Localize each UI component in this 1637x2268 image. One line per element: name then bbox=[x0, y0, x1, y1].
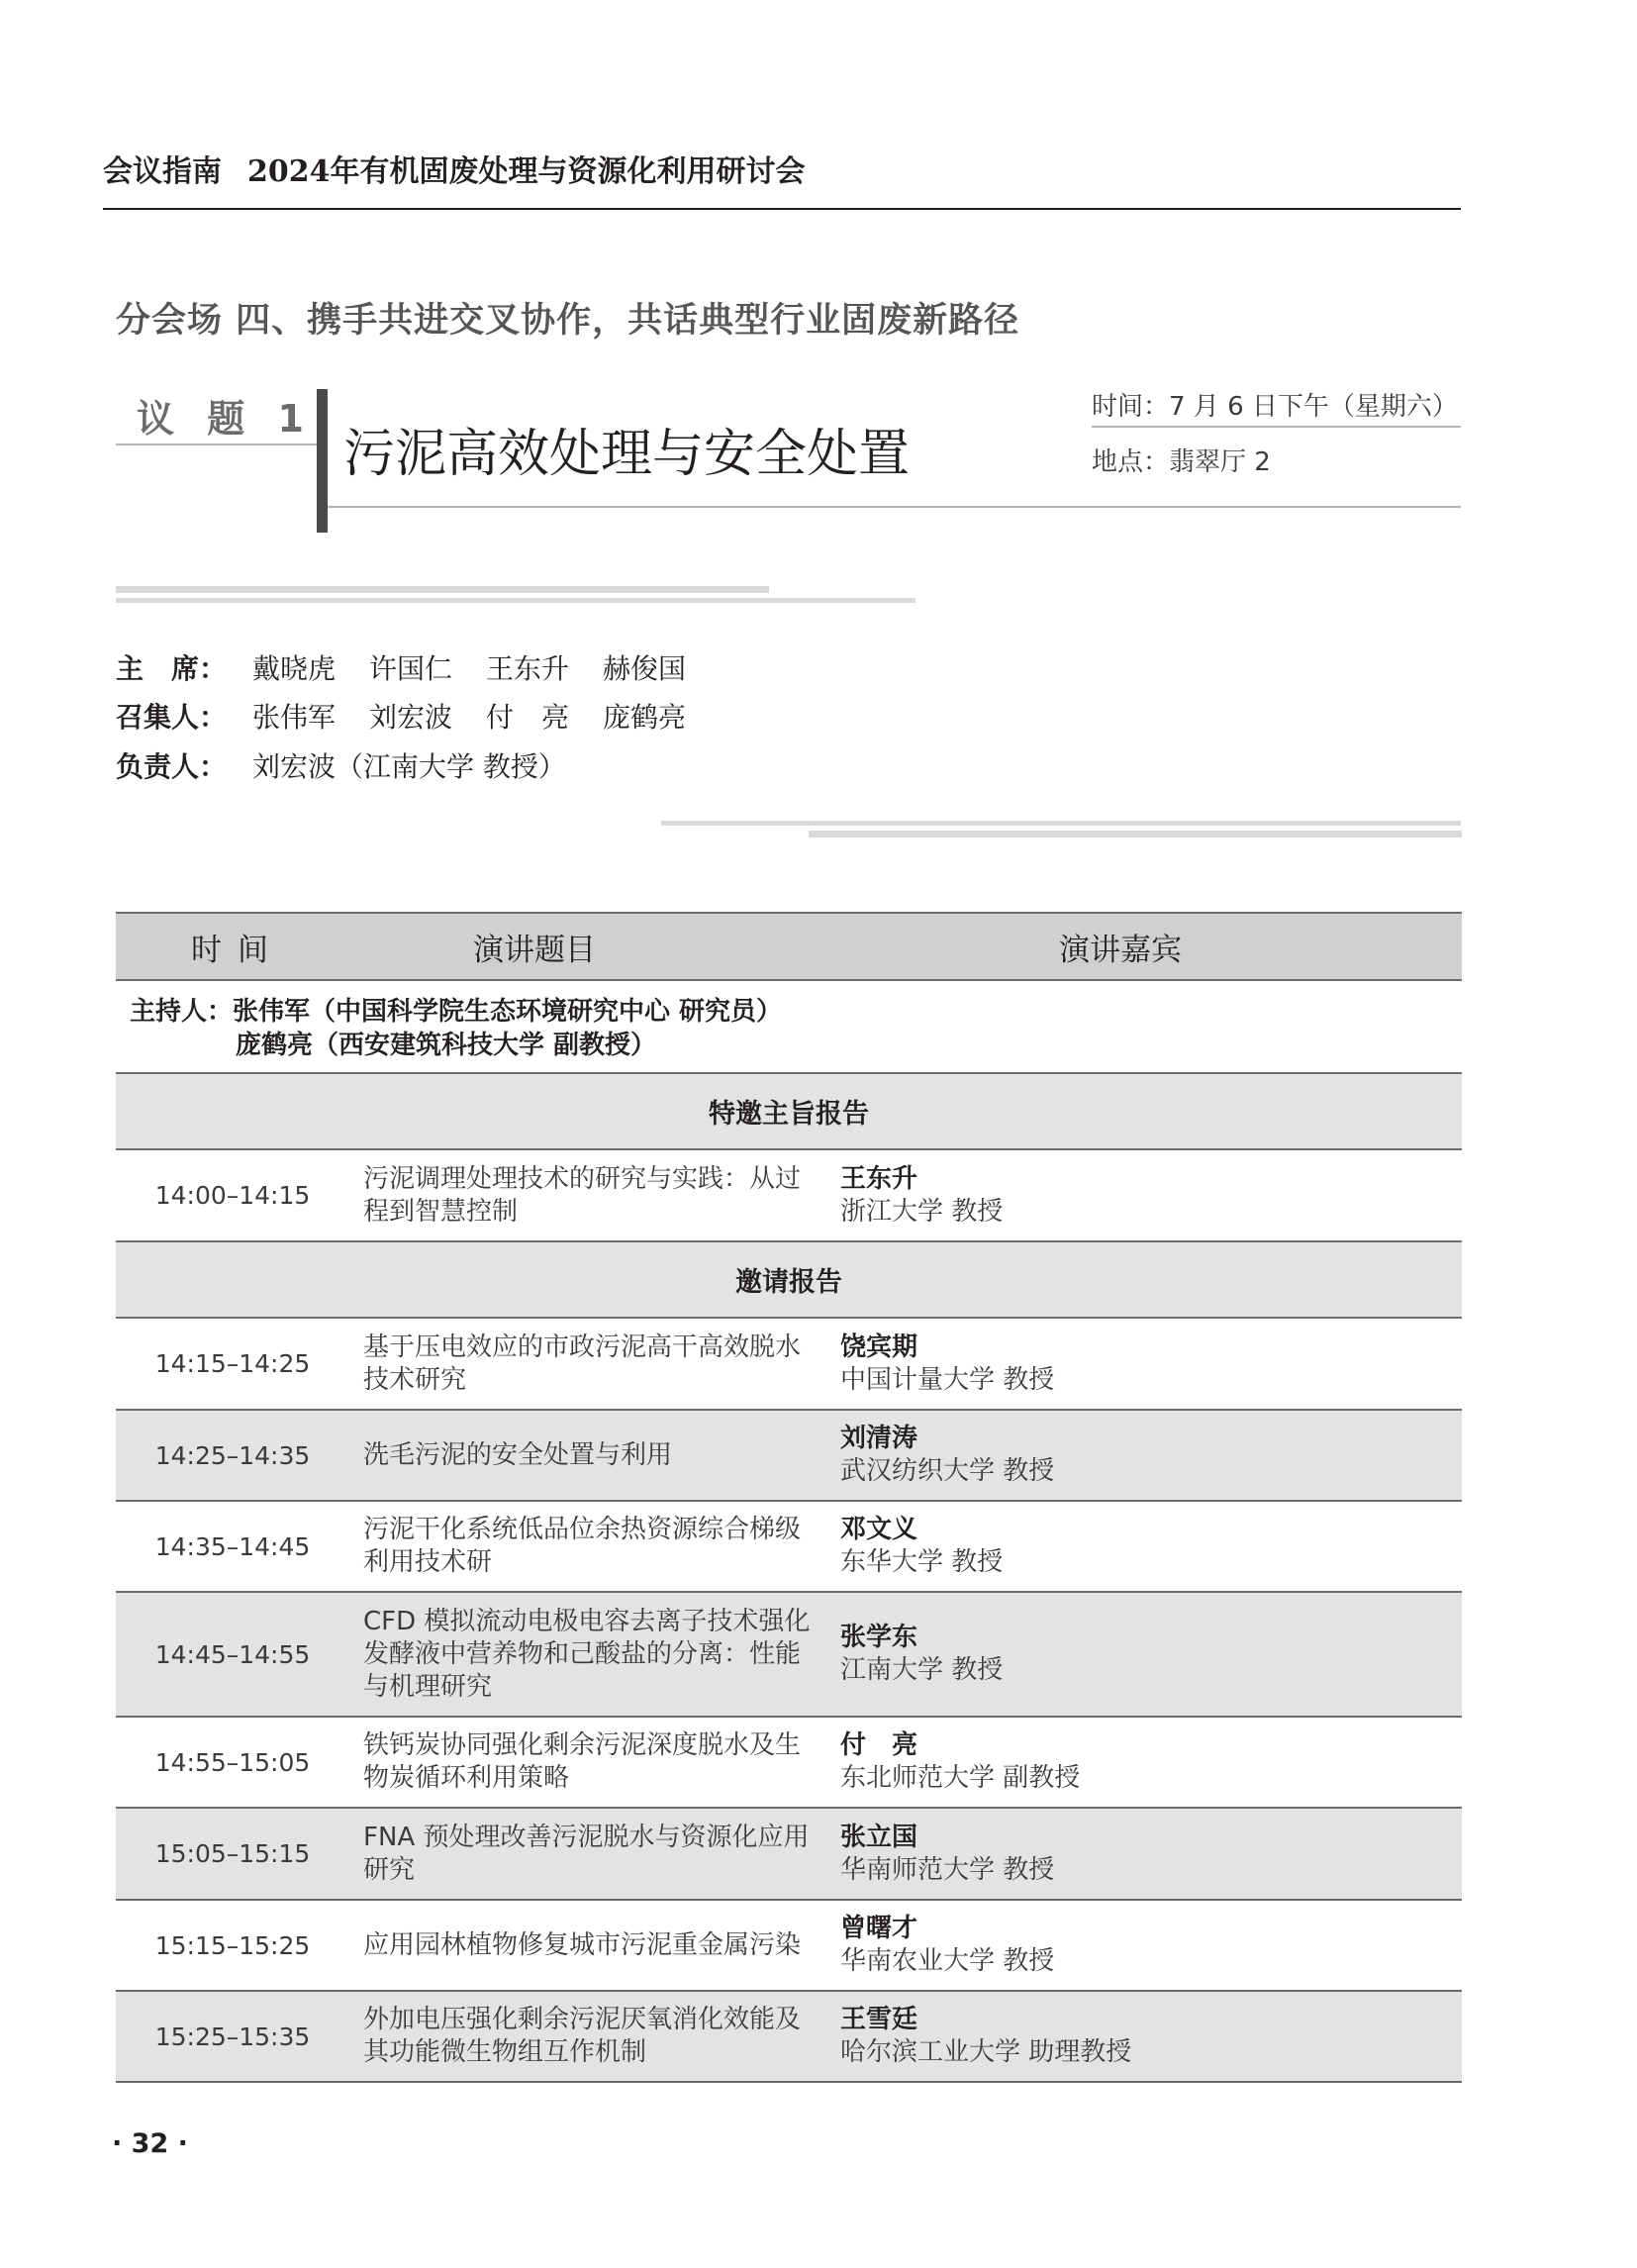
speaker-affiliation: 华南师范大学 教授 bbox=[840, 1854, 1055, 1885]
row-time: 15:25–15:35 bbox=[154, 2021, 311, 2051]
row-speaker bbox=[824, 2004, 1462, 2069]
speaker-affiliation: 哈尔滨工业大学 助理教授 bbox=[840, 2037, 1132, 2067]
topic-place: 地点：翡翠厅 2 bbox=[1092, 447, 1271, 477]
row-time: 14:45–14:55 bbox=[154, 1639, 311, 1669]
speaker-affiliation: 浙江大学 教授 bbox=[840, 1196, 1004, 1227]
chair-name: 王东升 bbox=[486, 652, 570, 685]
speaker-name: 刘清涛 bbox=[840, 1424, 918, 1453]
row-time: 14:55–15:05 bbox=[154, 1747, 311, 1777]
row-title: 洗毛污泥的安全处置与利用 bbox=[363, 1439, 673, 1470]
responsible-name: 刘宏波（江南大学 教授） bbox=[252, 750, 566, 783]
host-row bbox=[116, 981, 1462, 1074]
convener-name: 张伟军 bbox=[252, 701, 337, 734]
convener-name: 付 亮 bbox=[486, 701, 570, 734]
topic-accent-bar bbox=[317, 389, 328, 533]
speaker-name: 饶宾期 bbox=[840, 1331, 918, 1362]
table-row bbox=[116, 1150, 1462, 1242]
header-speaker: 演讲嘉宾 bbox=[1059, 932, 1182, 968]
row-time: 14:15–14:25 bbox=[154, 1349, 311, 1378]
header-conference: 2024年有机固废处理与资源化利用研讨会 bbox=[247, 154, 806, 189]
speaker-affiliation: 东华大学 教授 bbox=[840, 1547, 1004, 1577]
session-title: 分会场 四、携手共进交叉协作，共话典型行业固废新路径 bbox=[116, 301, 1020, 341]
section-keynote: 特邀主旨报告 bbox=[116, 1074, 1462, 1150]
speaker-name: 曾曙才 bbox=[840, 1914, 918, 1943]
header-rule bbox=[103, 208, 1461, 210]
row-speaker bbox=[824, 1913, 1462, 1978]
row-time: 15:05–15:15 bbox=[154, 1839, 311, 1868]
page-number: · 32 · bbox=[112, 2128, 188, 2159]
chair-label: 主 席： bbox=[116, 652, 228, 685]
table-row bbox=[116, 1319, 1462, 1411]
deco-bar-lower-thick bbox=[809, 831, 1462, 838]
row-title: CFD 模拟流动电极电容去离子技术强化发酵液中营养物和己酸盐的分离：性能与机理研究 bbox=[363, 1606, 811, 1702]
row-time: 14:35–14:45 bbox=[154, 1531, 311, 1561]
speaker-affiliation: 东北师范大学 副教授 bbox=[840, 1763, 1081, 1793]
topic-label-rule bbox=[116, 444, 317, 445]
convener-name: 庞鹤亮 bbox=[603, 701, 687, 734]
row-speaker bbox=[824, 1514, 1462, 1579]
deco-bar-lower-thin bbox=[661, 821, 1461, 826]
row-time: 14:00–14:15 bbox=[154, 1181, 311, 1210]
table-row bbox=[116, 1992, 1462, 2083]
speaker-affiliation: 中国计量大学 教授 bbox=[840, 1364, 1055, 1395]
speaker-name: 王东升 bbox=[840, 1163, 918, 1194]
row-title: 外加电压强化剩余污泥厌氧消化效能及其功能微生物组互作机制 bbox=[363, 2005, 802, 2067]
speaker-affiliation: 江南大学 教授 bbox=[840, 1655, 1004, 1685]
convener-label: 召集人： bbox=[116, 701, 228, 734]
topic-time-rule bbox=[1092, 426, 1461, 428]
section-invited: 邀请报告 bbox=[116, 1242, 1462, 1319]
row-speaker bbox=[824, 1729, 1462, 1795]
deco-bar-upper-thin bbox=[116, 598, 915, 603]
table-row bbox=[116, 1411, 1462, 1502]
row-time: 14:25–14:35 bbox=[154, 1440, 311, 1470]
header-topic: 演讲题目 bbox=[473, 932, 596, 968]
topic-label: 议 题 1 bbox=[137, 397, 314, 441]
speaker-name: 付 亮 bbox=[840, 1730, 918, 1760]
row-title: 污泥调理处理技术的研究与实践：从过程到智慧控制 bbox=[363, 1163, 802, 1227]
host-line-1: 主持人：张伟军（中国科学院生态环境研究中心 研究员） bbox=[130, 997, 783, 1027]
speaker-name: 张学东 bbox=[840, 1623, 918, 1652]
row-title: 铁钙炭协同强化剩余污泥深度脱水及生物炭循环利用策略 bbox=[363, 1730, 802, 1793]
speaker-name: 邓文义 bbox=[840, 1515, 918, 1544]
header-time: 时间 bbox=[191, 932, 284, 968]
responsible-row bbox=[116, 745, 600, 785]
chairs-row bbox=[116, 647, 720, 687]
table-row bbox=[116, 1718, 1462, 1809]
speaker-affiliation: 武汉纺织大学 教授 bbox=[840, 1456, 1055, 1486]
row-title: FNA 预处理改善污泥脱水与资源化应用研究 bbox=[363, 1822, 810, 1885]
row-title: 基于压电效应的市政污泥高干高效脱水技术研究 bbox=[363, 1331, 802, 1395]
responsible-label: 负责人： bbox=[116, 750, 228, 783]
chair-name: 戴晓虎 bbox=[252, 652, 337, 685]
table-row bbox=[116, 1809, 1462, 1901]
chair-name: 赫俊国 bbox=[603, 652, 687, 685]
topic-time: 时间：7 月 6 日下午（星期六） bbox=[1092, 392, 1458, 422]
table-row bbox=[116, 1593, 1462, 1718]
topic-bottom-rule bbox=[328, 506, 1461, 508]
row-time: 15:15–15:25 bbox=[154, 1930, 311, 1960]
agenda-table bbox=[116, 912, 1462, 2083]
row-speaker bbox=[824, 1622, 1462, 1687]
speaker-name: 王雪廷 bbox=[840, 2005, 918, 2034]
row-speaker bbox=[824, 1423, 1462, 1488]
table-row bbox=[116, 1502, 1462, 1593]
speaker-affiliation: 华南农业大学 教授 bbox=[840, 1946, 1055, 1976]
speaker-name: 张立国 bbox=[840, 1822, 918, 1852]
row-title: 应用园林植物修复城市污泥重金属污染 bbox=[363, 1929, 802, 1960]
row-speaker bbox=[824, 1331, 1462, 1397]
host-line-2: 庞鹤亮（西安建筑科技大学 副教授） bbox=[236, 1031, 657, 1060]
table-row bbox=[116, 1901, 1462, 1992]
chair-name: 许国仁 bbox=[369, 652, 453, 685]
row-speaker bbox=[824, 1822, 1462, 1887]
conveners-row bbox=[116, 696, 720, 736]
topic-title: 污泥高效处理与安全处置 bbox=[343, 425, 911, 484]
row-title: 污泥干化系统低品位余热资源综合梯级利用技术研 bbox=[363, 1515, 802, 1577]
running-header bbox=[103, 147, 806, 190]
deco-bar-upper-thick bbox=[116, 586, 769, 593]
table-header-row bbox=[116, 912, 1462, 981]
row-speaker bbox=[824, 1163, 1462, 1229]
convener-name: 刘宏波 bbox=[369, 701, 453, 734]
header-section: 会议指南 bbox=[103, 154, 222, 189]
